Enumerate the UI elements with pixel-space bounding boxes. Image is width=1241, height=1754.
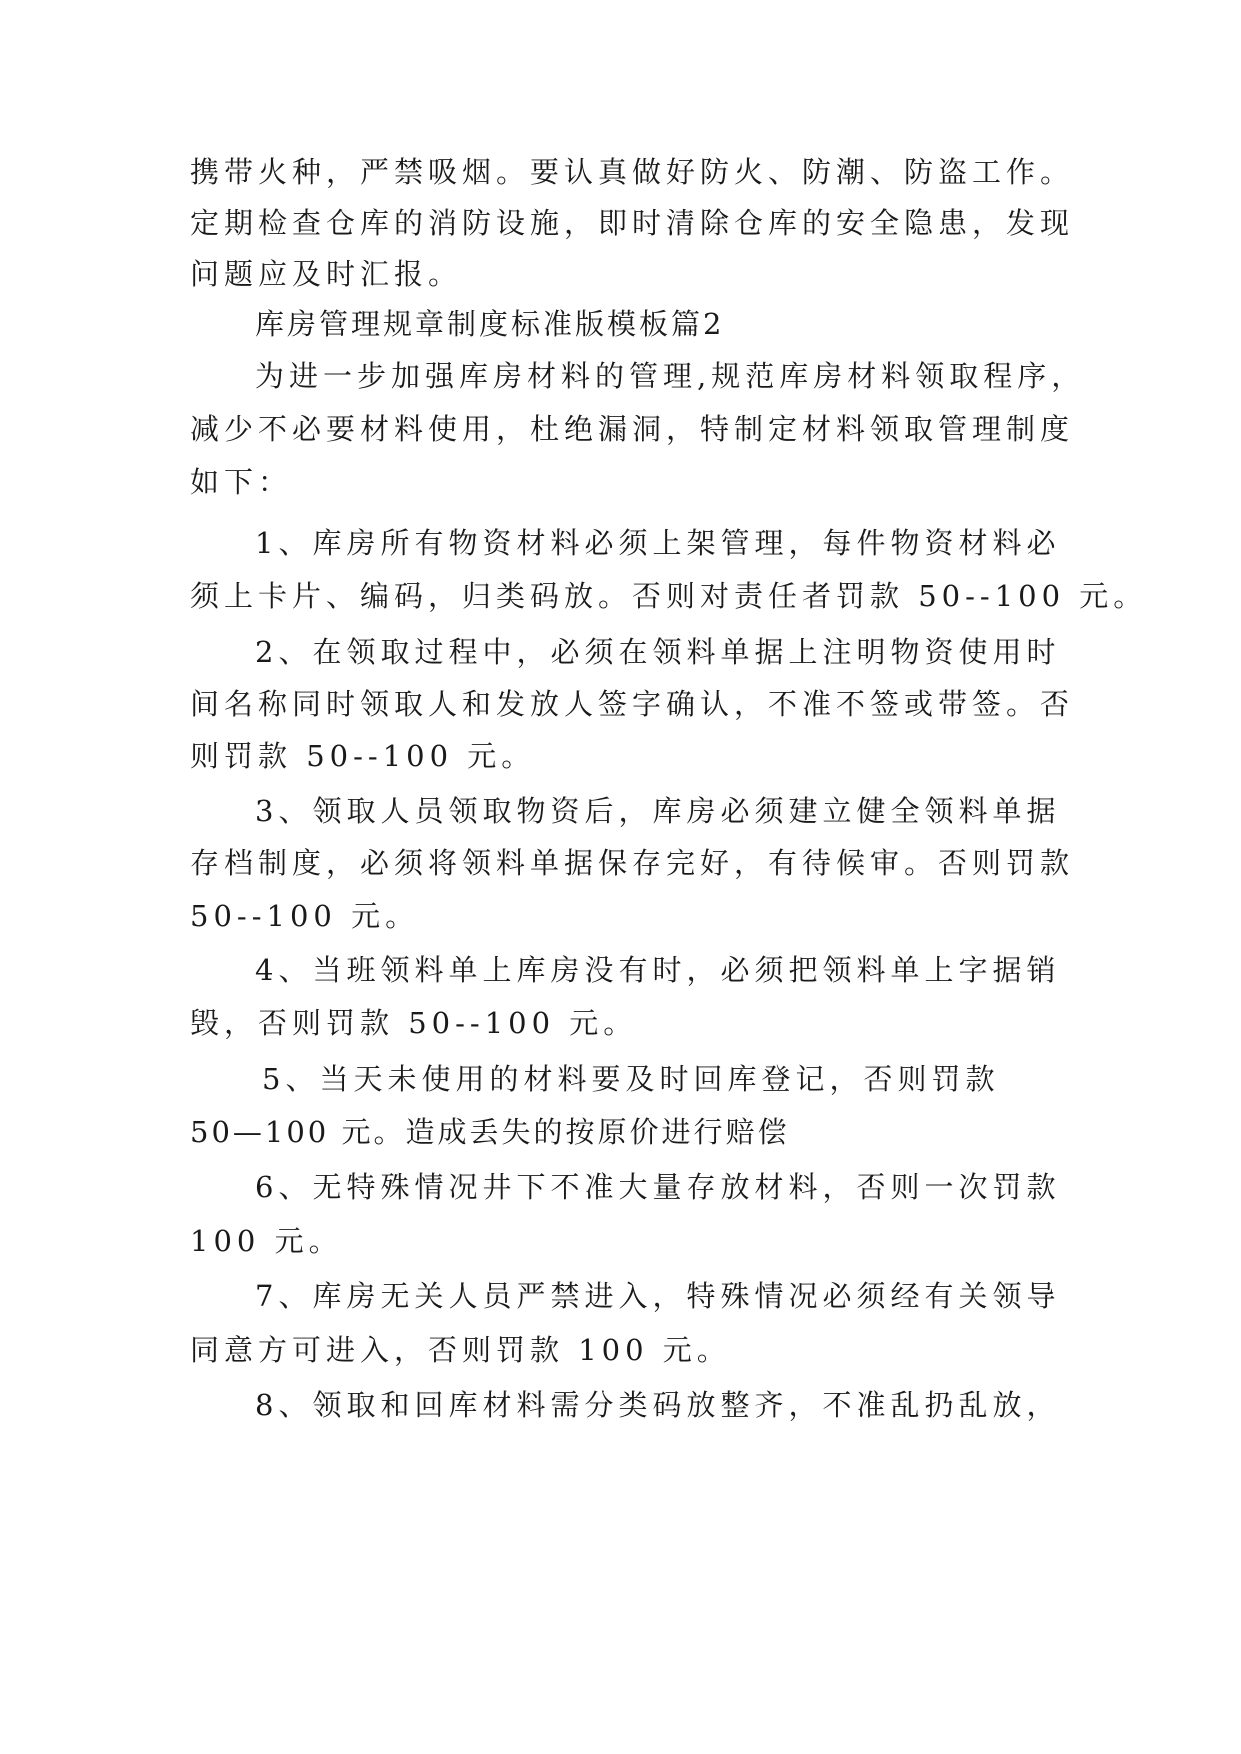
text-line: 则罚款 50--100 元。 <box>190 739 536 773</box>
text-line: 同意方可进入，否则罚款 100 元。 <box>190 1333 731 1367</box>
list-item-7: 7、库房无关人员严禁进入，特殊情况必须经有关领导 <box>255 1279 1061 1313</box>
list-item-3: 3、领取人员领取物资后，库房必须建立健全领料单据 <box>255 794 1061 828</box>
list-item-8: 8、领取和回库材料需分类码放整齐，不准乱扔乱放， <box>255 1388 1061 1422</box>
text-line: 携带火种，严禁吸烟。要认真做好防火、防潮、防盗工作。 <box>190 155 1075 189</box>
text-line: 须上卡片、编码，归类码放。否则对责任者罚款 50--100 元。 <box>190 579 1148 613</box>
text-line: 如下： <box>190 465 293 499</box>
text-line: 减少不必要材料使用，杜绝漏洞，特制定材料领取管理制度 <box>190 412 1075 446</box>
text-line: 100 元。 <box>190 1224 343 1258</box>
text-line: 间名称同时领取人和发放人签字确认，不准不签或带签。否 <box>190 687 1075 721</box>
paragraph-first-line: 为进一步加强库房材料的管理,规范库房材料领取程序， <box>255 359 1086 393</box>
list-item-1: 1、库房所有物资材料必须上架管理，每件物资材料必 <box>255 526 1061 560</box>
text-line: 毁，否则罚款 50--100 元。 <box>190 1006 638 1040</box>
section-heading: 库房管理规章制度标准版模板篇2 <box>255 307 725 341</box>
list-item-6: 6、无特殊情况井下不准大量存放材料，否则一次罚款 <box>255 1170 1061 1204</box>
text-line: 问题应及时汇报。 <box>190 257 463 291</box>
list-item-5: 5、当天未使用的材料要及时回库登记，否则罚款 <box>262 1062 1000 1096</box>
text-line: 50--100 元。 <box>190 899 420 933</box>
text-line: 存档制度，必须将领料单据保存完好，有待候审。否则罚款 <box>190 846 1075 880</box>
text-line: 50—100 元。造成丢失的按原价进行赔偿 <box>190 1115 790 1149</box>
text-line: 定期检查仓库的消防设施，即时清除仓库的安全隐患，发现 <box>190 206 1075 240</box>
list-item-4: 4、当班领料单上库房没有时，必须把领料单上字据销 <box>255 953 1061 987</box>
list-item-2: 2、在领取过程中，必须在领料单据上注明物资使用时 <box>255 635 1061 669</box>
